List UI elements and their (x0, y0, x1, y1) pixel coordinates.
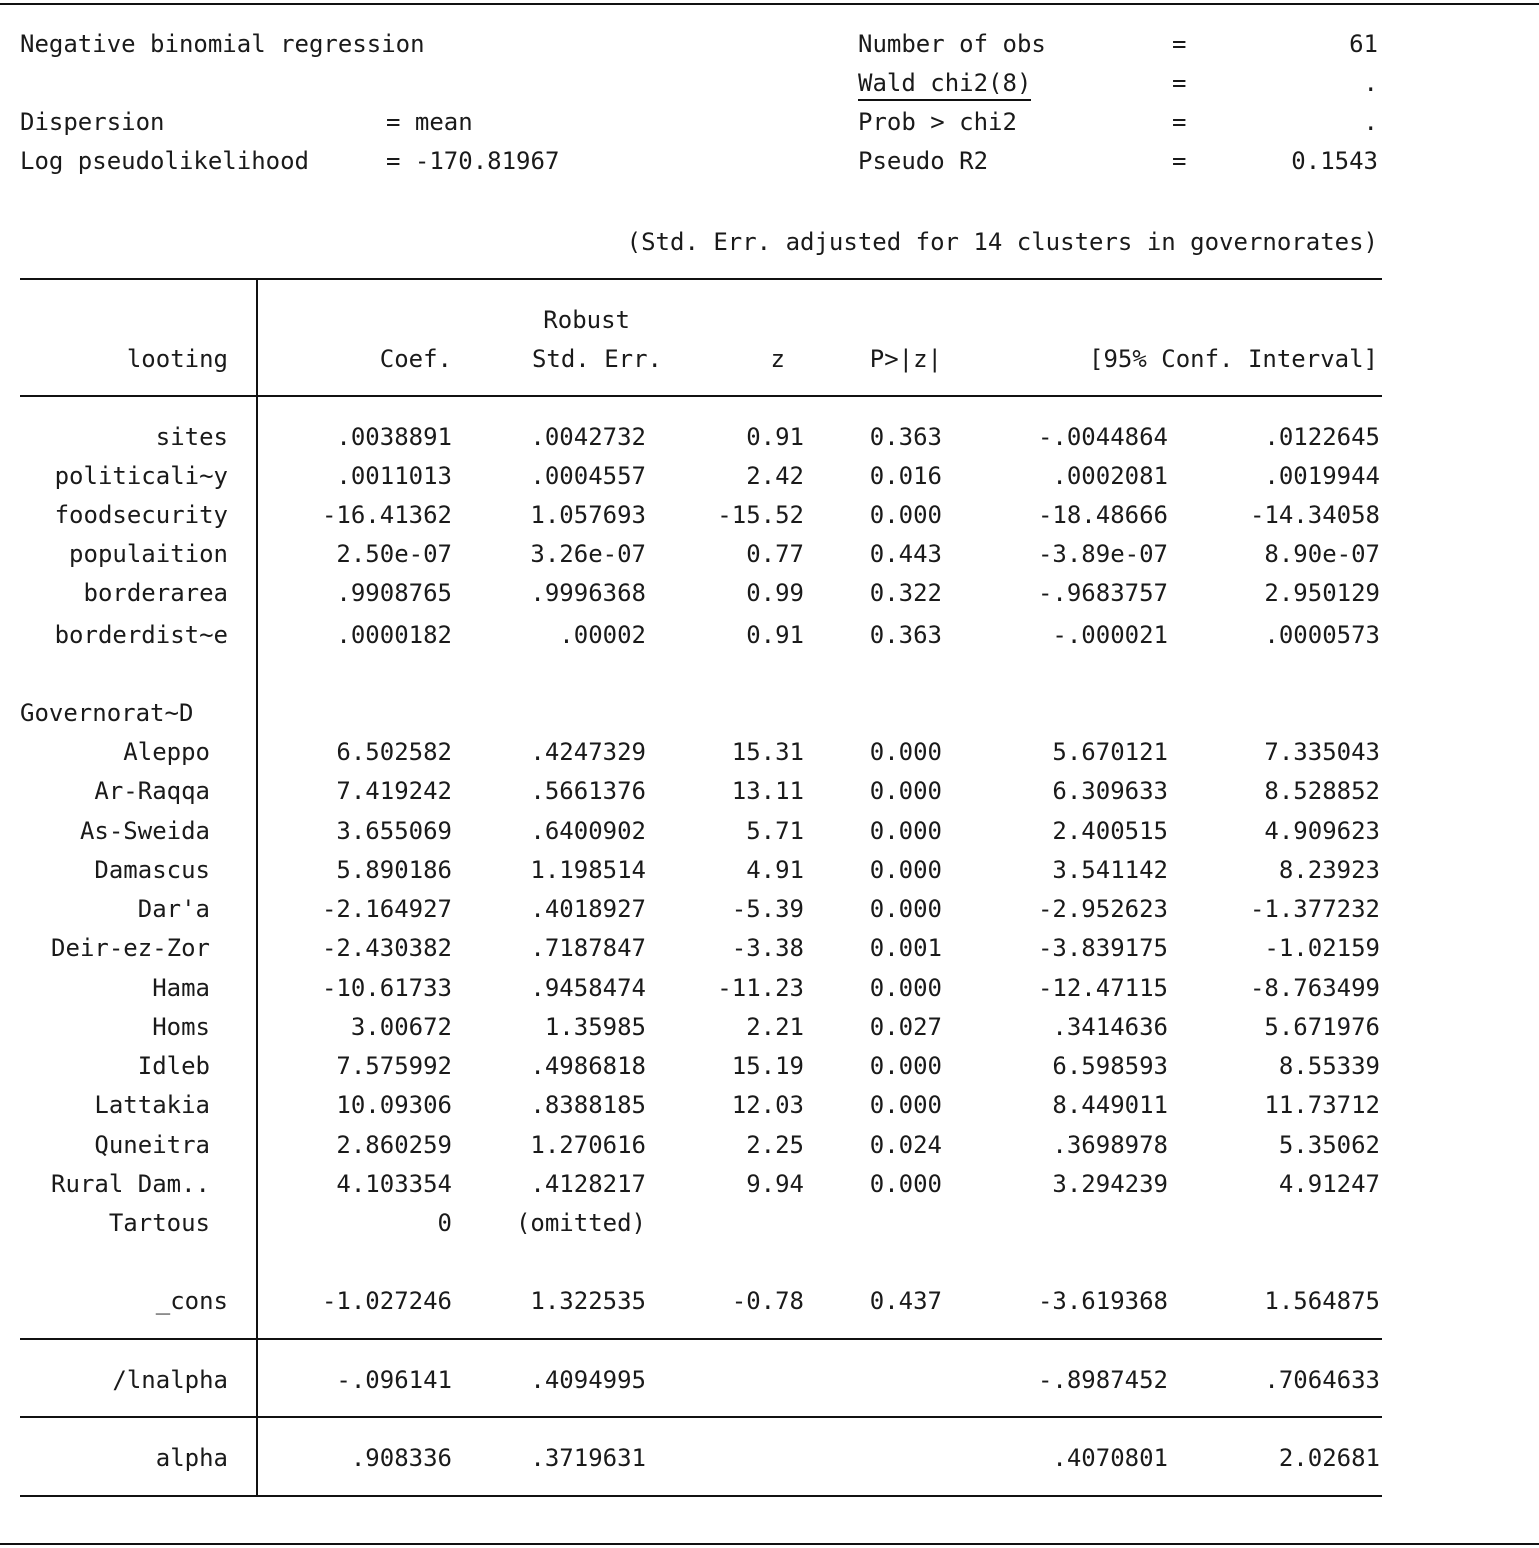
lnalpha-rule (20, 1416, 1382, 1418)
dispersion-value: = mean (386, 108, 473, 136)
cell-ci-low: -.9683757 (1037, 579, 1168, 607)
cell-ci-high: .0000573 (1264, 621, 1380, 649)
model-title: Negative binomial regression (20, 30, 425, 58)
cell-coef: 5.890186 (336, 856, 452, 884)
cell-ci-low: -.000021 (1052, 621, 1168, 649)
cluster-note: (Std. Err. adjusted for 14 clusters in governorates) (626, 228, 1378, 256)
cell-se: .4247329 (530, 738, 646, 766)
row-label: sites (155, 423, 228, 451)
cell-se: (omitted) (515, 1209, 646, 1237)
cell-ci-high: 5.671976 (1264, 1013, 1380, 1041)
cell-coef: 7.419242 (336, 777, 452, 805)
stat-value: 61 (1349, 30, 1378, 58)
cell-ci-low: -12.47115 (1037, 974, 1168, 1002)
cell-z: 0.91 (746, 621, 804, 649)
row-label: foodsecurity (54, 501, 228, 529)
row-label: _cons (155, 1287, 228, 1315)
stat-value: . (1363, 69, 1378, 97)
cell-z: 15.19 (731, 1052, 804, 1080)
cell-z: 0.91 (746, 423, 804, 451)
cell-ci-high: 7.335043 (1264, 738, 1380, 766)
cons-rule (20, 1338, 1382, 1340)
cell-z: 2.21 (746, 1013, 804, 1041)
loglik-label: Log pseudolikelihood (20, 147, 309, 175)
cell-ci-low: 2.400515 (1052, 817, 1168, 845)
page-bottom-rule (0, 1543, 1539, 1545)
cell-z: 13.11 (731, 777, 804, 805)
cell-se: .0042732 (530, 423, 646, 451)
row-label: borderarea (83, 579, 228, 607)
cell-ci-low: 5.670121 (1052, 738, 1168, 766)
cell-p: 0.000 (869, 1052, 942, 1080)
row-label: Damascus (94, 856, 210, 884)
cell-z: -3.38 (731, 934, 804, 962)
cell-se: 1.35985 (544, 1013, 646, 1041)
cell-ci-high: 8.528852 (1264, 777, 1380, 805)
cell-ci-low: -3.89e-07 (1037, 540, 1168, 568)
cell-se: .5661376 (530, 777, 646, 805)
depvar-label: looting (126, 345, 228, 373)
row-label: politicali~y (54, 462, 228, 490)
row-label: Homs (152, 1013, 210, 1041)
stat-equals: = (1172, 147, 1187, 175)
cell-p: 0.000 (869, 974, 942, 1002)
row-label: Idleb (137, 1052, 210, 1080)
row-label: Tartous (108, 1209, 210, 1237)
cell-z: -15.52 (717, 501, 804, 529)
cell-se: .9996368 (530, 579, 646, 607)
cell-coef: 2.50e-07 (336, 540, 452, 568)
row-label: Lattakia (94, 1091, 210, 1119)
robust-label: Robust (543, 306, 630, 334)
cell-coef: -2.430382 (321, 934, 452, 962)
row-label: Deir-ez-Zor (51, 934, 210, 962)
cell-ci-high: 5.35062 (1278, 1131, 1380, 1159)
cell-ci-high: .0122645 (1264, 423, 1380, 451)
cell-coef: 0 (437, 1209, 452, 1237)
dispersion-label: Dispersion (20, 108, 165, 136)
cell-coef: .908336 (350, 1444, 452, 1472)
cell-ci-low: .0002081 (1052, 462, 1168, 490)
stat-equals: = (1172, 30, 1187, 58)
cell-p: 0.000 (869, 1091, 942, 1119)
stat-equals: = (1172, 69, 1187, 97)
cell-ci-high: 4.91247 (1278, 1170, 1380, 1198)
cell-se: .3719631 (530, 1444, 646, 1472)
cell-ci-low: -3.839175 (1037, 934, 1168, 962)
cell-se: 1.198514 (530, 856, 646, 884)
col-header-p: P>|z| (869, 345, 942, 373)
cell-coef: -16.41362 (321, 501, 452, 529)
cell-ci-low: -2.952623 (1037, 895, 1168, 923)
cell-se: 1.057693 (530, 501, 646, 529)
cell-ci-high: 8.55339 (1278, 1052, 1380, 1080)
row-label: Quneitra (94, 1131, 210, 1159)
cell-z: 0.77 (746, 540, 804, 568)
cell-coef: 10.09306 (336, 1091, 452, 1119)
cell-z: 2.42 (746, 462, 804, 490)
cell-coef: -2.164927 (321, 895, 452, 923)
cell-p: 0.363 (869, 423, 942, 451)
row-label: Rural Dam.. (51, 1170, 210, 1198)
cell-p: 0.024 (869, 1131, 942, 1159)
cell-z: 12.03 (731, 1091, 804, 1119)
group-label: Governorat~D (20, 699, 194, 727)
cell-ci-high: 11.73712 (1264, 1091, 1380, 1119)
cell-se: .4094995 (530, 1366, 646, 1394)
cell-ci-low: -3.619368 (1037, 1287, 1168, 1315)
cell-p: 0.000 (869, 1170, 942, 1198)
cell-se: .8388185 (530, 1091, 646, 1119)
row-label: Aleppo (123, 738, 210, 766)
cell-se: .4128217 (530, 1170, 646, 1198)
stat-label: Pseudo R2 (858, 147, 989, 175)
cell-z: -5.39 (731, 895, 804, 923)
header-rule (20, 395, 1382, 397)
cell-ci-low: .3698978 (1052, 1131, 1168, 1159)
row-label: borderdist~e (54, 621, 228, 649)
cell-ci-low: .3414636 (1052, 1013, 1168, 1041)
cell-ci-high: 2.02681 (1278, 1444, 1380, 1472)
cell-coef: 3.00672 (350, 1013, 452, 1041)
stat-value: 0.1543 (1291, 147, 1378, 175)
stat-equals: = (1172, 108, 1187, 136)
cell-se: .7187847 (530, 934, 646, 962)
cell-se: 1.270616 (530, 1131, 646, 1159)
cell-z: 0.99 (746, 579, 804, 607)
cell-ci-low: 8.449011 (1052, 1091, 1168, 1119)
cell-z: 4.91 (746, 856, 804, 884)
cell-se: .00002 (559, 621, 646, 649)
table-bottom-rule (20, 1495, 1382, 1497)
cell-p: 0.363 (869, 621, 942, 649)
cell-z: 2.25 (746, 1131, 804, 1159)
col-header-coef: Coef. (379, 345, 452, 373)
cell-ci-high: -14.34058 (1249, 501, 1380, 529)
cell-ci-high: .0019944 (1264, 462, 1380, 490)
cell-coef: 2.860259 (336, 1131, 452, 1159)
cell-ci-high: -1.02159 (1264, 934, 1380, 962)
cell-coef: -.096141 (336, 1366, 452, 1394)
row-label: As-Sweida (79, 817, 210, 845)
stat-label: Wald chi2(8) (858, 68, 1031, 101)
stat-label: Number of obs (858, 30, 1046, 58)
cell-p: 0.443 (869, 540, 942, 568)
cell-ci-high: -1.377232 (1249, 895, 1380, 923)
col-header-ci: [95% Conf. Interval] (1089, 345, 1378, 373)
cell-se: .4986818 (530, 1052, 646, 1080)
col-header-z: z (770, 345, 785, 373)
cell-z: -11.23 (717, 974, 804, 1002)
cell-ci-high: 8.90e-07 (1264, 540, 1380, 568)
cell-p: 0.000 (869, 817, 942, 845)
cell-p: 0.001 (869, 934, 942, 962)
cell-p: 0.437 (869, 1287, 942, 1315)
cell-ci-high: 2.950129 (1264, 579, 1380, 607)
cell-p: 0.000 (869, 738, 942, 766)
table-top-rule (20, 278, 1382, 280)
cell-ci-low: 3.294239 (1052, 1170, 1168, 1198)
cell-coef: 7.575992 (336, 1052, 452, 1080)
cell-z: 15.31 (731, 738, 804, 766)
cell-ci-high: 4.909623 (1264, 817, 1380, 845)
cell-coef: -10.61733 (321, 974, 452, 1002)
cell-ci-low: 6.598593 (1052, 1052, 1168, 1080)
cell-ci-low: .4070801 (1052, 1444, 1168, 1472)
cell-se: .4018927 (530, 895, 646, 923)
cell-se: 3.26e-07 (530, 540, 646, 568)
col-header-se: Std. Err. (531, 345, 662, 373)
stat-value: . (1363, 108, 1378, 136)
cell-coef: .0038891 (336, 423, 452, 451)
cell-ci-low: -.8987452 (1037, 1366, 1168, 1394)
cell-coef: 6.502582 (336, 738, 452, 766)
cell-p: 0.000 (869, 501, 942, 529)
cell-z: -0.78 (731, 1287, 804, 1315)
cell-ci-high: 1.564875 (1264, 1287, 1380, 1315)
cell-ci-low: 3.541142 (1052, 856, 1168, 884)
cell-coef: .0000182 (336, 621, 452, 649)
cell-ci-low: -.0044864 (1037, 423, 1168, 451)
cell-coef: -1.027246 (321, 1287, 452, 1315)
cell-se: .0004557 (530, 462, 646, 490)
row-label: alpha (155, 1444, 228, 1472)
cell-z: 9.94 (746, 1170, 804, 1198)
row-label: Dar'a (137, 895, 210, 923)
cell-z: 5.71 (746, 817, 804, 845)
cell-se: .6400902 (530, 817, 646, 845)
cell-coef: 3.655069 (336, 817, 452, 845)
row-label: Ar-Raqqa (94, 777, 210, 805)
row-label: populaition (69, 540, 228, 568)
cell-ci-high: .7064633 (1264, 1366, 1380, 1394)
cell-ci-high: -8.763499 (1249, 974, 1380, 1002)
cell-ci-high: 8.23923 (1278, 856, 1380, 884)
loglik-value: = -170.81967 (386, 147, 560, 175)
stat-label: Prob > chi2 (858, 108, 1017, 136)
cell-p: 0.016 (869, 462, 942, 490)
row-label: /lnalpha (112, 1366, 228, 1394)
cell-ci-low: -18.48666 (1037, 501, 1168, 529)
cell-ci-low: 6.309633 (1052, 777, 1168, 805)
cell-p: 0.000 (869, 895, 942, 923)
cell-p: 0.000 (869, 777, 942, 805)
cell-p: 0.027 (869, 1013, 942, 1041)
label-column-rule (256, 278, 258, 1497)
page-top-rule (0, 3, 1539, 5)
row-label: Hama (152, 974, 210, 1002)
cell-coef: 4.103354 (336, 1170, 452, 1198)
cell-se: 1.322535 (530, 1287, 646, 1315)
cell-coef: .9908765 (336, 579, 452, 607)
cell-se: .9458474 (530, 974, 646, 1002)
cell-coef: .0011013 (336, 462, 452, 490)
cell-p: 0.322 (869, 579, 942, 607)
cell-p: 0.000 (869, 856, 942, 884)
